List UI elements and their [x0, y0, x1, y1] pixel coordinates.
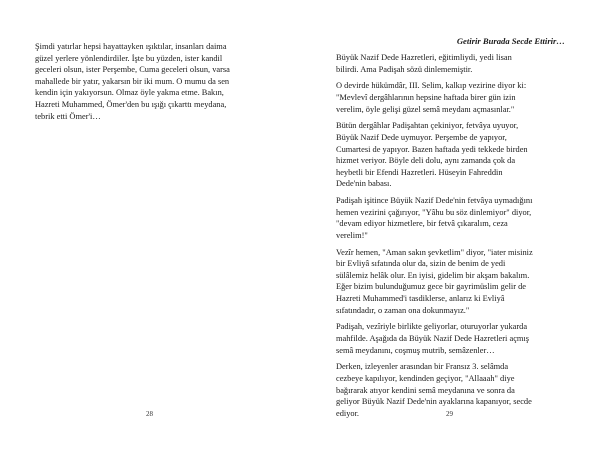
paragraph: Padişah işitince Büyük Nazif Dede'nin fetvâya uymadığını hemen vezirini çağırıyor, "Yâhu bu söz dinlemiyor" diyor, "devam ediyor hizmetlere, bir fetvâ çıkaralım, ceza verelim!" [336, 196, 533, 240]
page-number-left: 28 [146, 410, 153, 418]
page-number-right: 29 [446, 410, 453, 418]
paragraph: Vezîr hemen, "Aman sakın şevketlim" diyor, "iater misiniz bir Evliyâ sıfatında olur da, sizin de benim de yedi sülâlemiz helâk olur. En iyisi, gidelim bir akşam bakalım. Eğer bizim bulunduğumuz gece bir gayrimüslim gelir de Hazreti Muhammed'i tasdiklerse, anlarız ki Evliyâ sıfatındadır, o zaman ona dokunmayız." [336, 247, 533, 315]
paragraph: Derken, izleyenler arasından bir Fransız 3. selâmda cezbeye kapılıyor, kendinden geçiyor, "Allaaah" diye bağırarak atıyor kendini semâ meydanına ve sonra da geliyor Büyük Nazif Dede'nin ayaklarına kapanıyor, secde ediyor. [336, 362, 532, 418]
right-page-body [336, 52, 565, 425]
paragraph: Şimdi yatırlar hepsi hayattayken ışıktılar, insanları daima güzel yerlere yönlendirdiler. İşte bu yüzden, ister kandil geceleri olsun, ister Perşembe, Cuma geceleri olsun, varsa mahallede bir yatır, yakarsın bir iki mum. O mumu da sen kendin için yakıyorsun. Olmaz öyle yakma etme. Bakın, Hazreti Muhammed, Ömer'den bu ışığı çıkarttı meydana, tebrik etti Ömer'i… [35, 42, 230, 121]
left-page-body [35, 41, 261, 127]
running-head: Getirir Burada Secde Ettirir… [456, 36, 565, 46]
paragraph: O devirde hükümdâr, III. Selim, kalkıp vezirine diyor ki: "Mevlevî dergâhlarının hepsine haftada birer gün izin verelim, öyle gelişi güzel semâ meydanı açmasınlar." [336, 81, 527, 114]
paragraph: Bütün dergâhlar Padişahtan çekiniyor, fetvâya uyuyor, Büyük Nazif Dede uymuyor. Perşembe de yapıyor, Cumartesi de yapıyor. Bazen haftada yedi tekkede birden hizmet veriyor. Böyle deli dolu, aynı zamanda çok da heybetli bir Efendi Hazretleri. Hüseyin Fahreddin Dede'nin babası. [336, 121, 528, 189]
paragraph: Padişah, vezîriyle birlikte geliyorlar, oturuyorlar yukarda mahfilde. Aşağıda da Büyük Nazif Dede Hazretleri açmış semâ meydanını, coşmuş mutrib, semâzenler… [336, 322, 530, 355]
paragraph: Büyük Nazif Dede Hazretleri, eğitimliydi, yedi lisan bilirdi. Ama Padişah sözü dinlememiştir. [336, 53, 512, 74]
